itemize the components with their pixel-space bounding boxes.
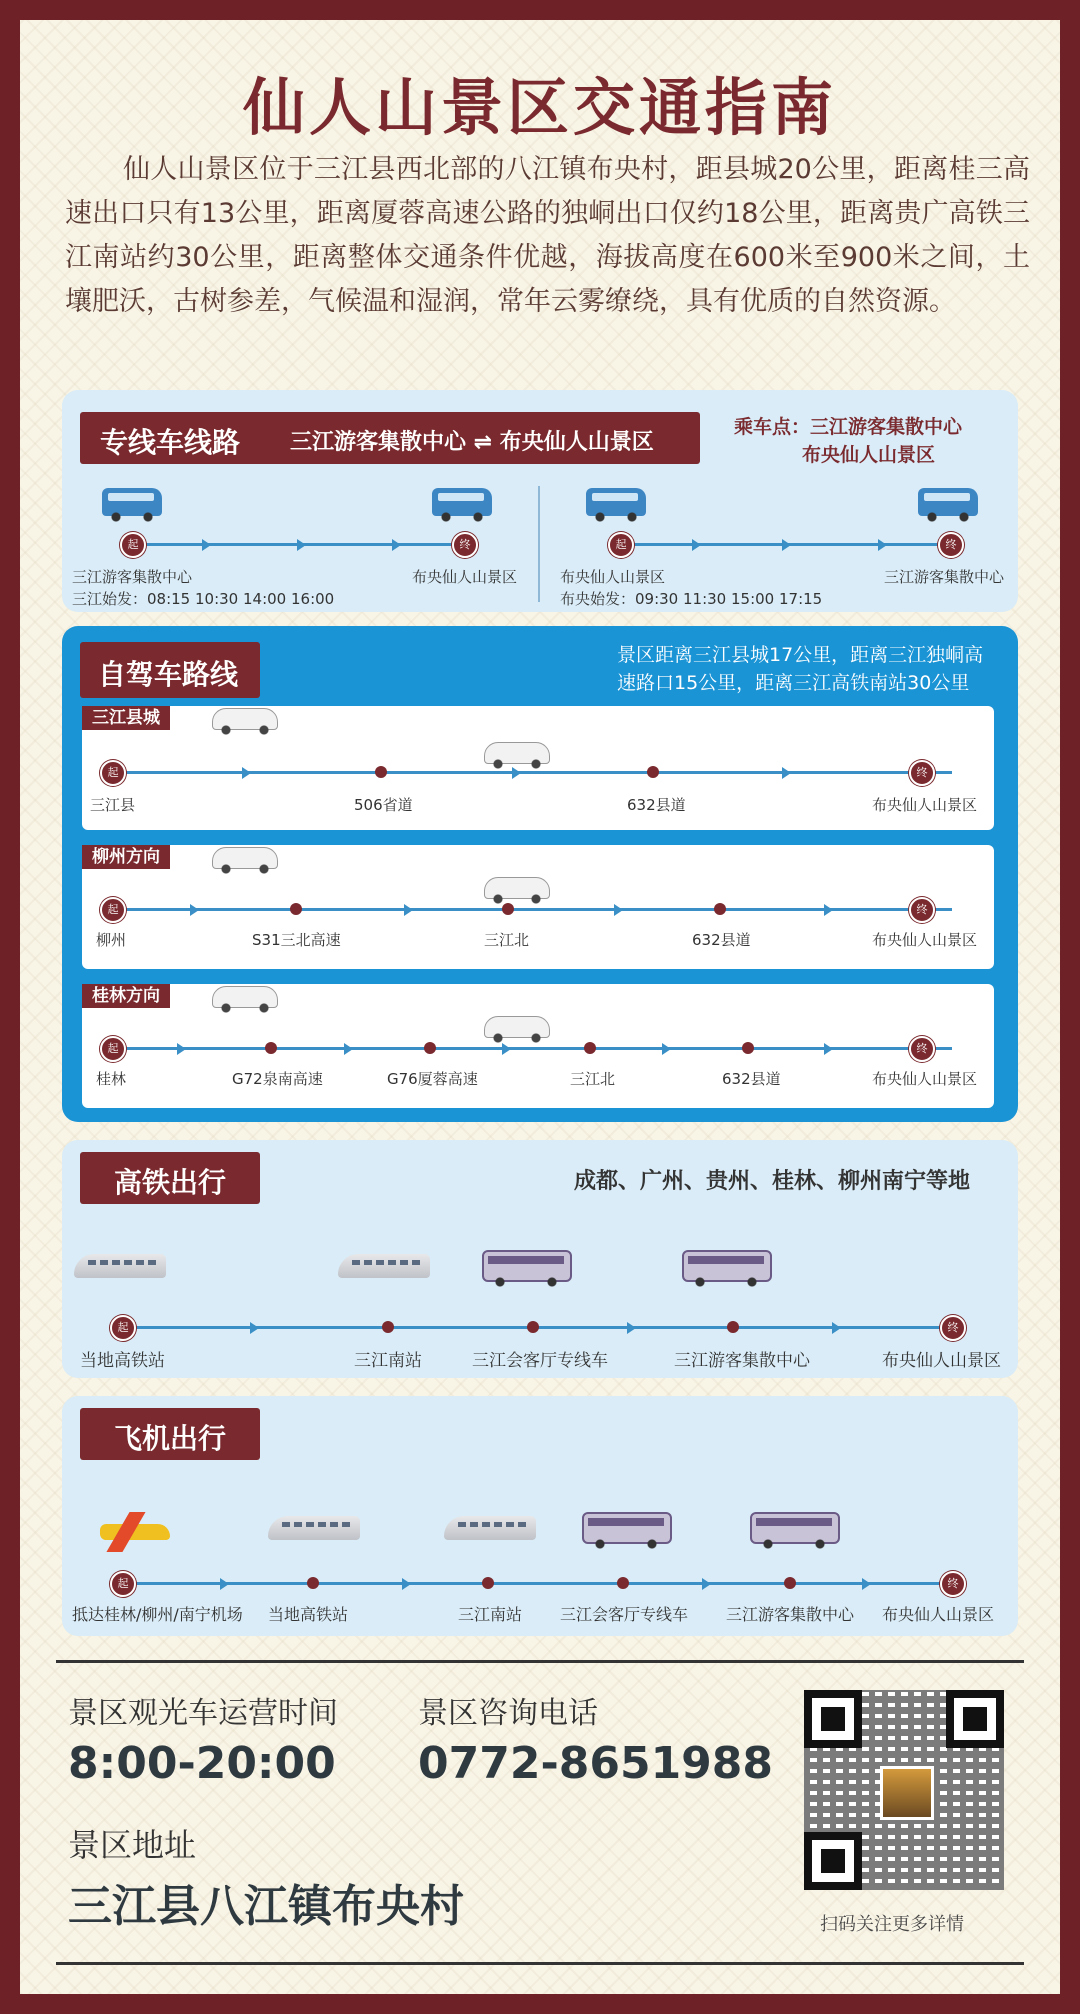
waypoint-icon [527,1321,539,1333]
waypoint-icon [647,766,659,778]
stop-label: G72泉南高速 [232,1070,323,1088]
qr-finder [804,1690,862,1748]
stop-label: 布央仙人山景区 [872,1070,978,1088]
arrow-icon [824,1043,833,1055]
waypoint-icon [784,1577,796,1589]
waypoint-icon [584,1042,596,1054]
stop-label: 632县道 [692,931,751,949]
stop-label: 布央仙人山景区 [882,1351,1001,1371]
waypoint-icon [382,1321,394,1333]
arrow-icon [702,1578,711,1590]
poster-body [20,20,1060,1994]
arrow-icon [250,1322,259,1334]
bus-icon [682,1250,772,1282]
pickup-label: 乘车点：三江游客集散中心 [734,416,963,438]
selfdrive-note-1: 景区距离三江县城17公里，距离三江独峒高 [617,644,984,666]
stop-label: 三江南站 [458,1605,523,1624]
route-line [112,771,952,774]
route-tag: 桂林方向 [82,984,170,1008]
waypoint-icon [502,903,514,915]
arrow-icon [614,904,623,916]
hours-label: 景区观光车运营时间 [68,1696,338,1731]
waypoint-icon [307,1577,319,1589]
waypoint-icon [727,1321,739,1333]
arrow-icon [832,1322,841,1334]
rail-panel [62,1140,1018,1378]
qr-finder [946,1690,1004,1748]
right-end: 三江游客集散中心 [884,568,1005,586]
stop-label: 三江北 [570,1070,616,1088]
waypoint-icon [265,1042,277,1054]
stop-label: 三江会客厅专线车 [472,1351,608,1371]
arrow-icon [662,1043,671,1055]
stop-label: 506省道 [354,796,413,814]
route-divider [538,486,540,602]
stop-label: 当地高铁站 [80,1351,165,1371]
left-times: 三江始发：08:15 10:30 14:00 16:00 [72,590,335,608]
waypoint-icon [742,1042,754,1054]
left-start: 三江游客集散中心 [72,568,193,586]
arrow-icon [344,1043,353,1055]
air-title: 飞机出行 [114,1422,227,1455]
route-tag: 柳州方向 [82,845,170,869]
arrow-icon [512,767,521,779]
arrow-icon [782,539,791,551]
end-marker-icon: 终 [452,532,478,558]
stop-label: S31三北高速 [252,931,341,949]
start-marker-icon: 起 [100,897,126,923]
footer-divider-top [56,1660,1024,1663]
start-marker-icon: 起 [608,532,634,558]
right-times: 布央始发：09:30 11:30 15:00 17:15 [560,590,823,608]
hours-value: 8:00-20:00 [68,1738,336,1789]
arrow-icon [202,539,211,551]
waypoint-icon [375,766,387,778]
bus-icon [586,488,646,516]
start-marker-icon: 起 [100,1036,126,1062]
air-header [80,1408,260,1460]
route-line [122,1582,962,1585]
end-marker-icon: 终 [909,897,935,923]
qr-logo [880,1766,934,1820]
stop-label: 柳州 [96,931,127,949]
address-value: 三江县八江镇布央村 [68,1881,464,1932]
stop-label: 布央仙人山景区 [882,1605,995,1624]
arrow-icon [862,1578,871,1590]
bus-icon [918,488,978,516]
phone-label: 景区咨询电话 [418,1696,598,1731]
start-marker-icon: 起 [110,1571,136,1597]
stop-label: 三江游客集散中心 [674,1351,810,1371]
end-marker-icon: 终 [938,532,964,558]
arrow-icon [177,1043,186,1055]
bus-icon [482,1250,572,1282]
train-icon [338,1254,430,1278]
shuttle-panel [62,390,1018,612]
arrow-icon [782,767,791,779]
arrow-icon [692,539,701,551]
stop-label: 抵达桂林/柳州/南宁机场 [72,1605,243,1624]
shuttle-title: 专线车线路 [100,426,241,459]
arrow-icon [502,1043,511,1055]
selfdrive-header [80,642,260,698]
arrow-icon [242,767,251,779]
stop-label: 三江南站 [354,1351,422,1371]
train-icon [268,1516,360,1540]
arrow-icon [878,539,887,551]
waypoint-icon [714,903,726,915]
train-icon [74,1254,166,1278]
stop-label: 632县道 [722,1070,781,1088]
right-start: 布央仙人山景区 [560,568,666,586]
car-icon [212,986,278,1008]
stop-label: 布央仙人山景区 [872,931,978,949]
waypoint-icon [290,903,302,915]
arrow-icon [402,1578,411,1590]
car-icon [484,877,550,899]
stop-label: G76厦蓉高速 [387,1070,478,1088]
shuttle-route: 三江游客集散中心 ⇌ 布央仙人山景区 [290,430,654,455]
rail-cities: 成都、广州、贵州、桂林、柳州南宁等地 [574,1169,971,1194]
pickup-label-2: 布央仙人山景区 [802,444,936,466]
waypoint-icon [424,1042,436,1054]
start-marker-icon: 起 [120,532,146,558]
shuttle-header [80,412,700,464]
intro-paragraph: 仙人山景区位于三江县西北部的八江镇布央村，距县城20公里，距离桂三高速出口只有13公里，距离厦蓉高速公路的独峒出口仅约18公里，距离贵广高铁三江南站约30公里，距离整体交通条件优越，海拔高度在600米至900米之间，土壤肥沃，古树参差，气候温和湿润，常年云雾缭绕，具有优质的自然资源。 [65,154,1030,317]
selfdrive-title: 自驾车路线 [98,658,239,691]
arrow-icon [297,539,306,551]
stop-label: 三江北 [484,931,530,949]
phone-value: 0772-8651988 [418,1738,774,1789]
end-marker-icon: 终 [909,760,935,786]
bus-icon [432,488,492,516]
start-marker-icon: 起 [100,760,126,786]
qr-finder [804,1832,862,1890]
stop-label: 三江县 [90,796,136,814]
page-title: 仙人山景区交通指南 [242,71,837,144]
rail-title: 高铁出行 [114,1166,227,1199]
stop-label: 桂林 [96,1070,127,1088]
bus-icon [102,488,162,516]
qr-caption: 扫码关注更多详情 [820,1914,964,1935]
stop-label: 当地高铁站 [268,1605,349,1624]
left-end: 布央仙人山景区 [412,568,518,586]
address-label: 景区地址 [68,1826,197,1864]
arrow-icon [404,904,413,916]
stop-label: 三江会客厅专线车 [560,1605,689,1624]
start-marker-icon: 起 [110,1315,136,1341]
selfdrive-panel [62,626,1018,1122]
train-icon [444,1516,536,1540]
car-icon [484,742,550,764]
plane-icon [100,1524,170,1540]
car-icon [484,1016,550,1038]
stop-label: 632县道 [627,796,686,814]
rail-header [80,1152,260,1204]
route-guilin [82,984,994,1108]
bus-icon [582,1512,672,1544]
route-liuzhou [82,845,994,969]
arrow-icon [220,1578,229,1590]
arrow-icon [392,539,401,551]
route-tag: 三江县城 [82,706,170,730]
car-icon [212,708,278,730]
route-sanjiang [82,706,994,830]
footer-divider-bottom [56,1962,1024,1965]
arrow-icon [190,904,199,916]
stop-label: 布央仙人山景区 [872,796,978,814]
arrow-icon [627,1322,636,1334]
end-marker-icon: 终 [909,1036,935,1062]
waypoint-icon [617,1577,629,1589]
car-icon [212,847,278,869]
qr-code[interactable] [804,1690,1004,1890]
waypoint-icon [482,1577,494,1589]
bus-icon [750,1512,840,1544]
end-marker-icon: 终 [940,1315,966,1341]
arrow-icon [824,904,833,916]
end-marker-icon: 终 [940,1571,966,1597]
stop-label: 三江游客集散中心 [726,1605,855,1624]
selfdrive-note-2: 速路口15公里，距离三江高铁南站30公里 [617,672,970,694]
air-panel [62,1396,1018,1636]
